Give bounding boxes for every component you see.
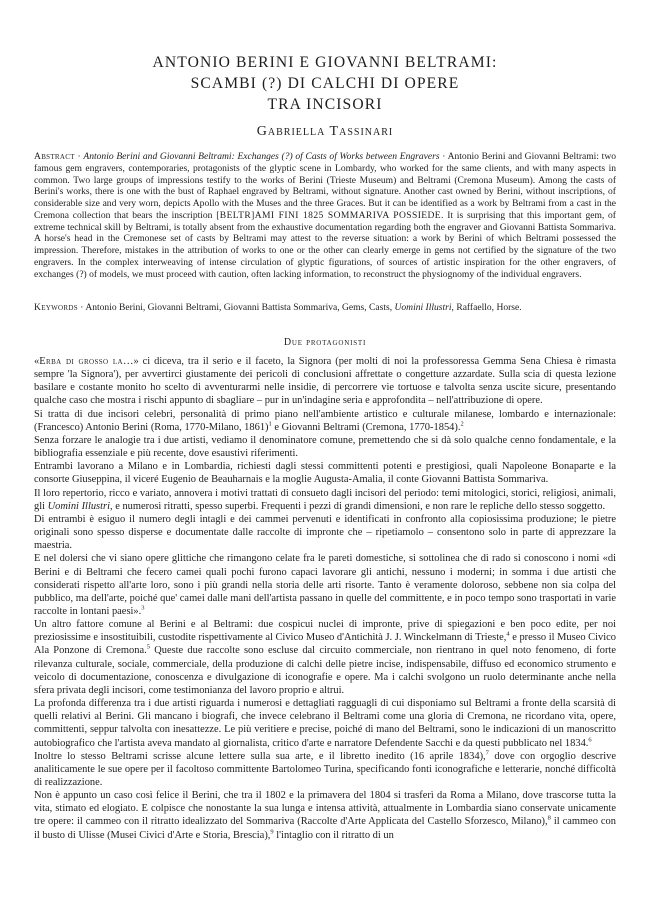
p5-text-a: Il loro repertorio, ricco e variato, annovera i motivi trattati di consueto dagli incisori del periodo: temi mitologici, storici, religiosi, animali, gli <box>34 487 616 512</box>
p8-text-c: Queste due raccolte sono escluse dal circuito commerciale, non rientrano in quel noto fenomeno, di forte rilevanza culturale, sociale, commerciale, della produzione di calchi delle pietre incise, indispensabile, diffuso ed economico strumento e veicolo di documentazione, conoscenza e divulgazione di iconografie e opere. Ma i calchi svolgono un ruolo determinante anche nella sfera privata degli incisori, come testimonianza del lavoro proprio e altrui. <box>34 645 616 696</box>
p11-text-b: il cammeo con il busto di Ulisse (Musei Civici d'Arte e Storia, Brescia), <box>34 816 616 841</box>
p1-small-caps: Erba di grosso la <box>39 356 124 367</box>
p1-open-quote: « <box>34 356 40 367</box>
title-line-2: SCAMBI (?) DI CALCHI DI OPERE <box>190 75 460 92</box>
footnote-ref-3[interactable]: 3 <box>141 604 145 612</box>
p11-text-a: Non è appunto un caso così felice il Berini, che tra il 1802 e la primavera del 1804 si trasferì da Roma a Milano, dove trascorse tutta la vita, stimato ed elogiato. E colpisce che nonostante la sua lunga e intensa attività, attualmente in Lombardia siano conservate unicamente tre opere: il cammeo con il ritratto idealizzato del Sommariva (Raccolte d'Arte Applicata del Castello Sforzesco, Milano), <box>34 790 616 828</box>
paragraph-8 <box>34 618 616 697</box>
abstract-english-title: Antonio Berini and Giovanni Beltrami: Exchanges (?) of Casts of Works between Engravers <box>83 151 440 162</box>
footnote-ref-1[interactable]: 1 <box>268 420 272 428</box>
p11-text-c: l'intaglio con il ritratto di un <box>273 829 394 841</box>
p5-text-b: , e numerosi ritratti, spesso superbi. Frequenti i pezzi di grandi dimensioni, e non rare le repliche dello stesso soggetto. <box>109 500 606 512</box>
section-heading: Due protagonisti <box>283 337 367 348</box>
paragraph-1 <box>34 355 616 408</box>
paragraph-10 <box>34 750 616 789</box>
p7-text: E nel dolersi che vi siano opere glittiche che rimangono celate fra le pareti domestiche, si sottolinea che di rado si conoscono i nomi «di Berini e di Beltrami che fecero camei quali pochi furono capaci lavorare gli antichi, nessuno i moderni; in somma i due artisti che considerati rispetto all'arte loro, sono i più grandi nella storia delle arti risorte. Tanto è veramente doloroso, sebbene non sia colpa del pubblico, ma dell'arte, poiché que' camei dalle mani dell'artista passano in quelle del committente, e in poco tempo sono trasportati in varie raccolte in lontani paesi». <box>34 553 616 617</box>
footnote-ref-7[interactable]: 7 <box>485 749 489 757</box>
paragraph-5 <box>34 487 616 513</box>
abstract <box>34 151 616 280</box>
footnote-ref-4[interactable]: 4 <box>506 630 510 638</box>
abstract-text-a: · Antonio Berini and Giovanni Beltrami: two famous gem engravers, contemporaries, protagonists of the glyptic scene in Lombardy, who worked for the same clients, and with many aspects in common. Two large groups of impressions testify to the works of Berini (Trieste Museum) and Beltrami (Cremona Museum). Among the casts of Berini's works, there is one with the bust of Raphael engraved by Beltrami, without signature. Another cast owned by Berini, without inscriptions, of considerable size and very worn, depicts Apollo with the Muses and the three Graces. But it can be identified as a work by Beltrami from a cast in the Cremona collection that bears the inscription <box>34 151 616 221</box>
p2-text: Si tratta di due incisori celebri, personalità di primo piano nell'ambiente artistico e culturale milanese, lombardo e internazionale: (Francesco) Antonio Berini (Roma, 1770-Milano, 1861) <box>34 408 616 433</box>
p5-italic: Uomini Illustri <box>47 500 110 512</box>
p10-text-a: Inoltre lo stesso Beltrami scrisse alcune lettere sulla sua arte, e il libretto inedito (16 aprile 1834), <box>34 750 486 762</box>
footnote-ref-2[interactable]: 2 <box>460 420 464 428</box>
p10-text-b: dove con orgoglio descrive analiticamente le sue opere per il facoltoso committente Bartolomeo Turina, specificando fonti iconografiche e letterarie, nonché difficoltà di realizzazione. <box>34 750 616 788</box>
footnote-ref-5[interactable]: 5 <box>146 643 150 651</box>
p2-text-b: e Giovanni Beltrami (Cremona, 1770-1854). <box>271 421 461 433</box>
article-title <box>40 52 610 115</box>
keywords-text-a: · Antonio Berini, Giovanni Beltrami, Giovanni Battista Sommariva, Gems, Casts, <box>77 302 395 313</box>
paragraph-7 <box>34 552 616 618</box>
paragraph-4: Entrambi lavorano a Milano e in Lombardia, richiesti dagli stessi committenti potenti e prestigiosi, quali Napoleone Bonaparte e la consorte Giuseppina, il viceré Eugenio de Beauharnais e la moglie Augusta-Amalia, il conte Giovanni Battista Sommariva. <box>34 461 616 486</box>
footnote-ref-8[interactable]: 8 <box>547 814 551 822</box>
abstract-separator: · <box>74 151 84 162</box>
p8-text-b: e presso il Museo Civico Ala Ponzone di Cremona. <box>34 632 617 657</box>
keywords-label: Keywords <box>34 302 78 313</box>
p9-text: La profonda differenza tra i due artisti riguarda i numerosi e dettagliati ragguagli di cui disponiamo sul Beltrami a fronte della scarsità di quelli relativi al Berini. Gli mancano i biografi, che invece celebrano il Beltrami come una gloria di Cremona, ne ricordano vita, opere, committenti, seppur talvolta con inesattezze. Le più veritiere e precise, poiché di mano del Beltrami, sono le indicazioni di un manoscritto autobiografico che l'artista aveva mandato al giornalista, critico d'arte e narratore Defendente Sacchi e da questi pubblicato nel 1834. <box>34 698 616 749</box>
article-body <box>34 355 616 842</box>
abstract-inscription: [BELTR]AMI FINI 1825 SOMMARIVA POSSIEDE <box>216 209 442 221</box>
p1-text: …» ci diceva, tra il serio e il faceto, la Signora (per molti di noi la professoressa Gemma Sena Chiesa è rimasta sempre 'la Signora'), per avvertirci giustamente dei pericoli di conclusioni affrettate o congetture azzardate. Sulla scia di questa lezione basilare e costante monito ho scelto di avventurarmi nelle insidie, di percorrere vie tortuose e talvolta senza uscite sicure, presentando qualche caso che mostra i rischi appunto di sbagliare – pur in un'indagine seria e approfondita – nell'attribuzione di opere. <box>34 356 616 407</box>
paragraph-9 <box>34 697 616 750</box>
title-line-3: TRA INCISORI <box>267 96 383 113</box>
paragraph-6: Di entrambi è esiguo il numero degli intagli e dei cammei pervenuti e identificati in confronto alla copiosissima produzione; le pietre originali sono spesso disperse e documentate dalle raccolte di impronte che – ripetiamolo – consentono solo in parte di apprezzare la maestria. <box>34 513 616 552</box>
title-line-1: ANTONIO BERINI E GIOVANNI BELTRAMI: <box>152 54 498 71</box>
footnote-ref-6[interactable]: 6 <box>588 736 592 744</box>
p8-text-a: Un altro fattore comune al Berini e al Beltrami: due cospicui nuclei di impronte, prive di spiegazioni e ben poco edite, per noi preziosissime e insostituibili, custodite rispettivamente al Civico Museo d'Antichità J. J. Winckelmann di Trieste, <box>34 619 616 644</box>
paragraph-3: Senza forzare le analogie tra i due artisti, vediamo il denominatore comune, premettendo che si dà solo qualche cenno fondamentale, e la bibliografia essenziale e più recente, dove esaustivi riferimenti. <box>34 434 616 460</box>
keywords-italic: Uomini Illustri <box>394 302 452 313</box>
keywords <box>34 302 616 314</box>
article-author: Gabriella Tassinari <box>256 124 394 139</box>
paragraph-11 <box>34 789 616 842</box>
paragraph-2 <box>34 408 616 434</box>
abstract-label: Abstract <box>34 151 75 162</box>
keywords-text-b: , Raffaello, Horse. <box>451 302 522 313</box>
footnote-ref-9[interactable]: 9 <box>270 828 274 836</box>
abstract-text-b: . It is surprising that this important gem, of extreme technical skill by Beltrami, is totally absent from the exhaustive documentation regarding both the engraver and Giovanni Battista Sommariva. A horse's head in the Cremonese set of casts by Beltrami may attest to the reverse situation: a work by Berini of which Beltrami possessed the impression. Therefore, mistakes in the attribution of works to one or the other can clearly emerge in gems not certified by the signature of the two engravers. In the complex interweaving of intense circulation of glyptic figurations, of sources of artistic inspiration for the other engravers, of exchanges (?) of models, we must proceed with caution, often lacking information, to reconstruct the physiognomy of the individual engravers. <box>34 209 616 280</box>
